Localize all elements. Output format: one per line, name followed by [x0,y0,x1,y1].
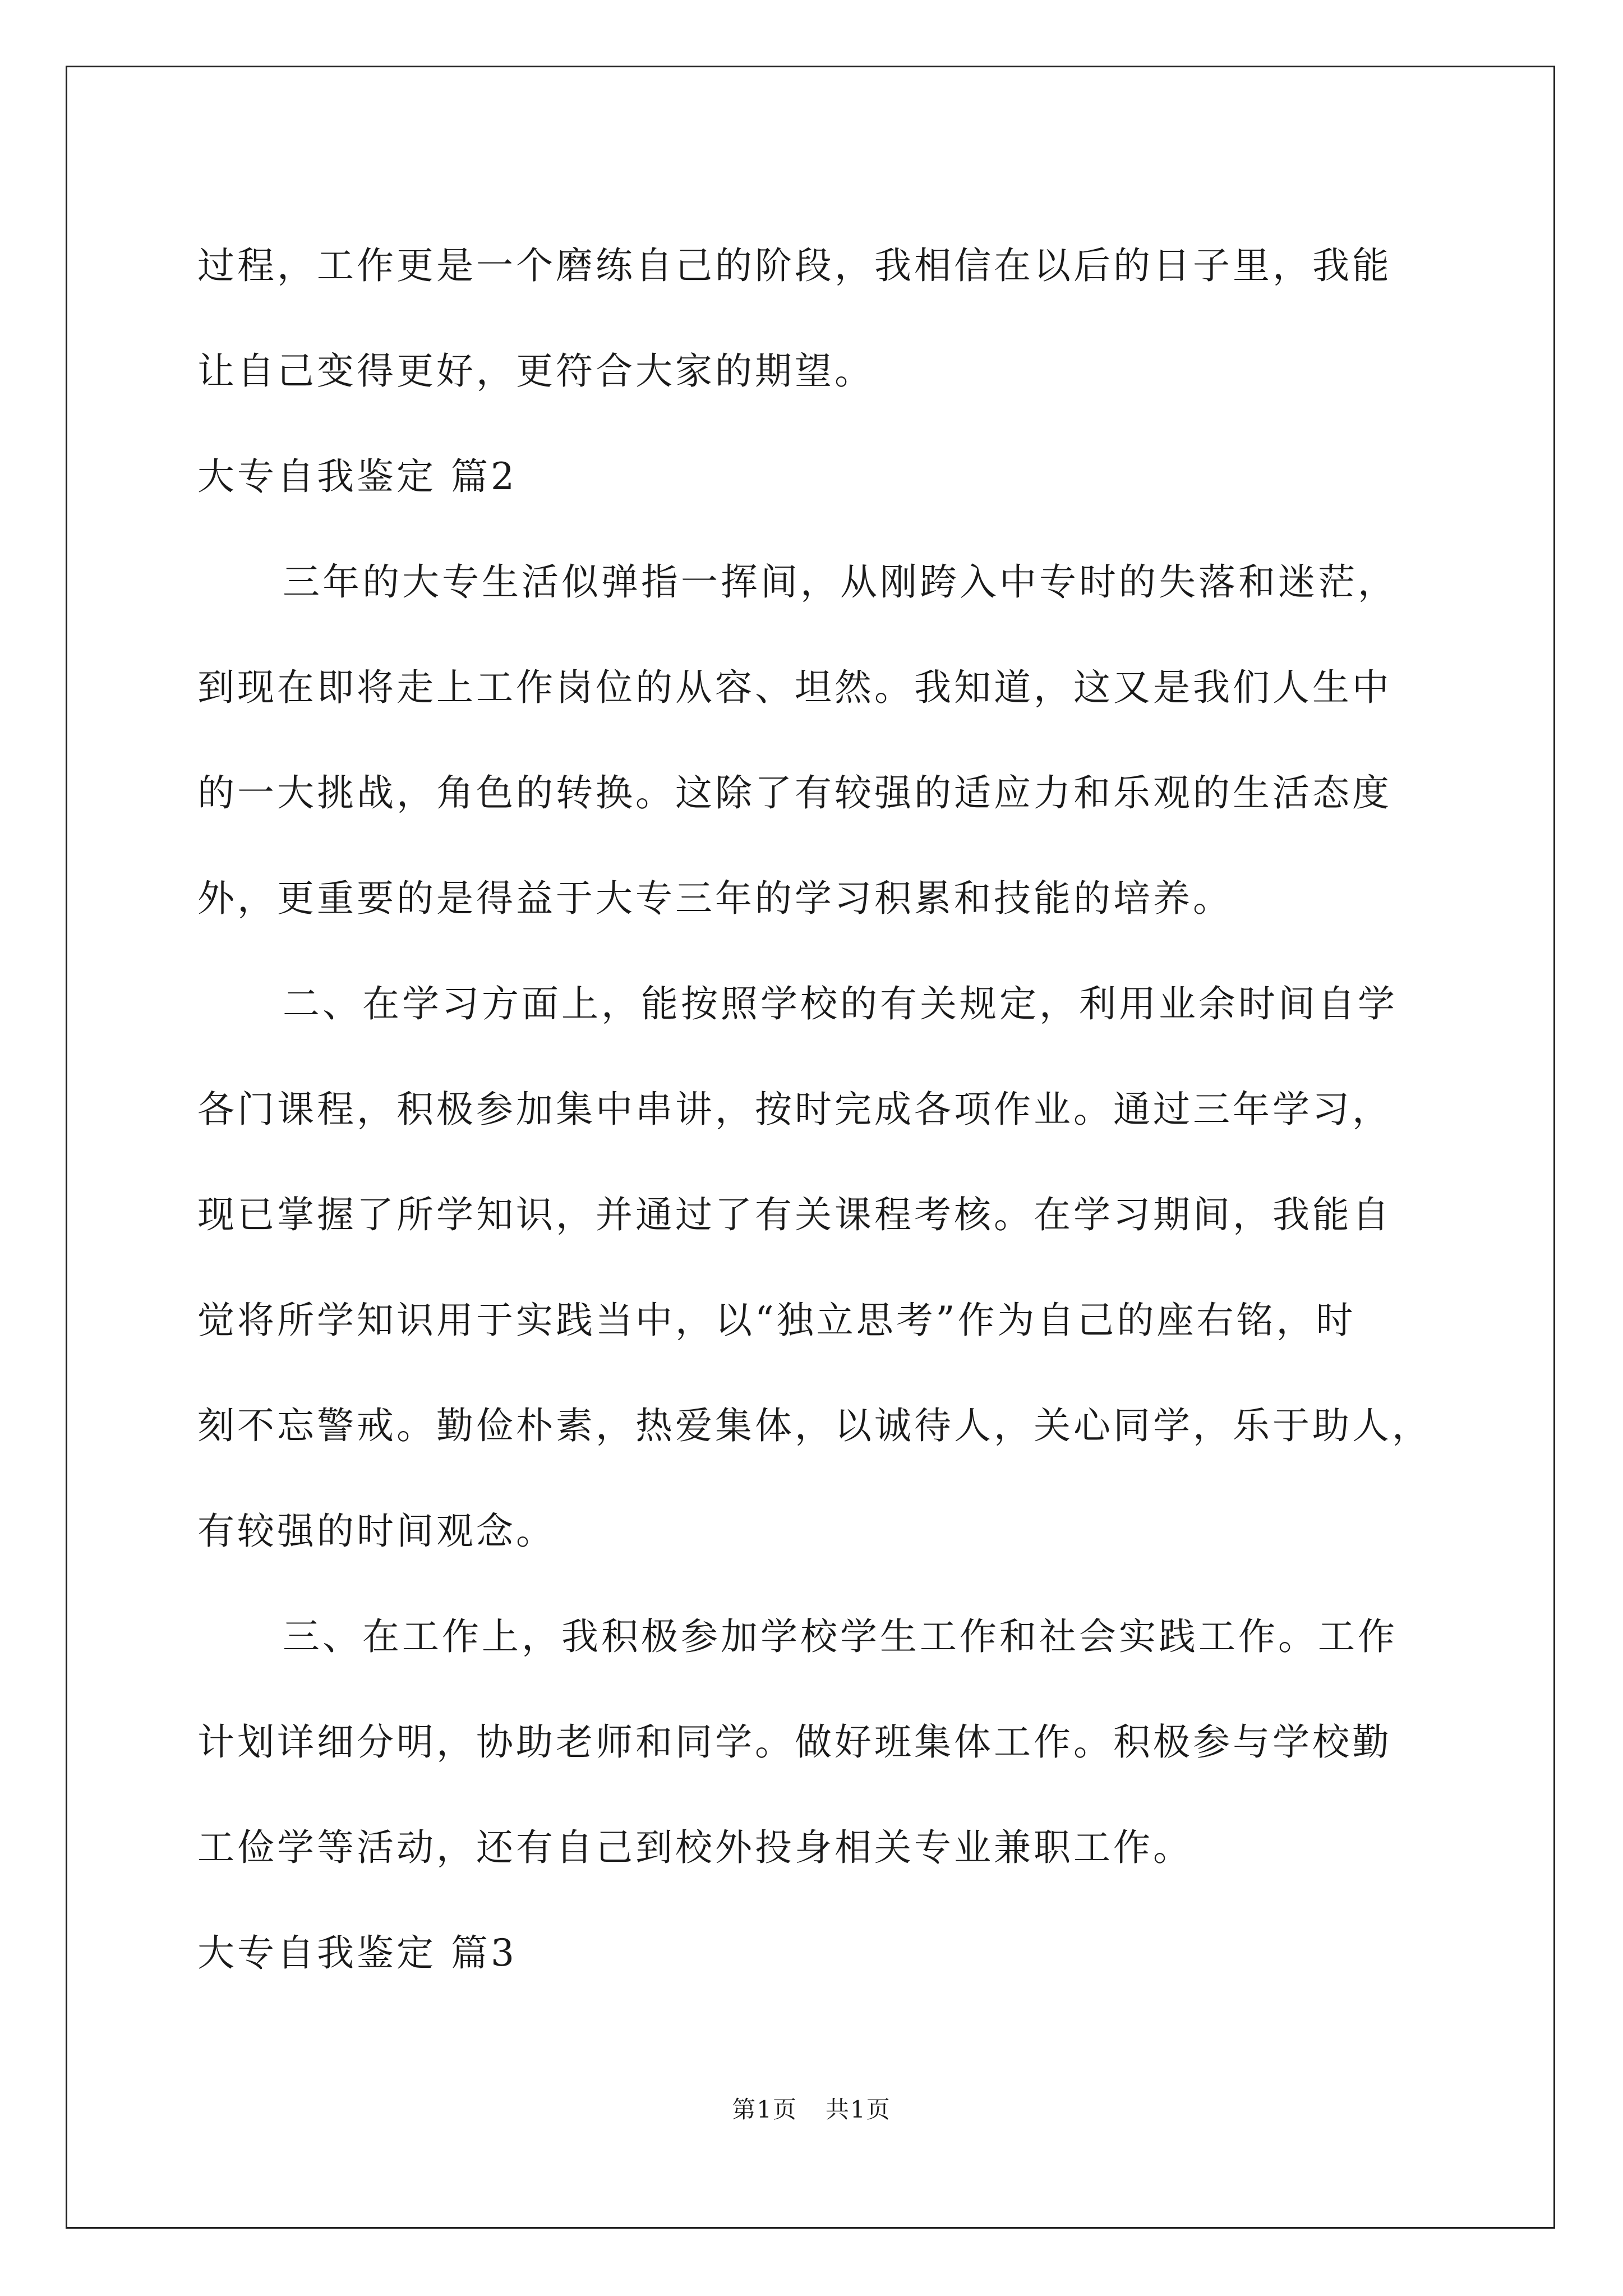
text-line: 的一大挑战，角色的转换。这除了有较强的适应力和乐观的生活态度 [197,771,1392,815]
text-line: 各门课程，积极参加集中串讲，按时完成各项作业。通过三年学习， [197,1088,1392,1131]
paragraph-first-line: 三年的大专生活似弹指一挥间，从刚跨入中专时的失落和迷茫， [283,560,1398,604]
paragraph-first-line: 三、在工作上，我积极参加学校学生工作和社会实践工作。工作 [283,1615,1398,1658]
text-line: 现已掌握了所学知识，并通过了有关课程考核。在学习期间，我能自 [197,1193,1392,1236]
text-line: 外，更重要的是得益于大专三年的学习积累和技能的培养。 [197,877,1233,920]
section-heading: 大专自我鉴定 篇2 [197,455,517,498]
section-heading: 大专自我鉴定 篇3 [197,1931,517,1975]
text-line: 过程，工作更是一个磨练自己的阶段，我相信在以后的日子里，我能 [197,244,1392,287]
text-line: 觉将所学知识用于实践当中，以“独立思考”作为自己的座右铭，时 [197,1299,1356,1342]
text-line: 到现在即将走上工作岗位的从容、坦然。我知道，这又是我们人生中 [197,666,1392,709]
paragraph-first-line: 二、在学习方面上，能按照学校的有关规定，利用业余时间自学 [283,982,1398,1025]
page-total: 共1页 [826,2096,891,2123]
text-line: 有较强的时间观念。 [197,1510,556,1553]
text-line: 刻不忘警戒。勤俭朴素，热爱集体，以诚待人，关心同学，乐于助人， [197,1404,1432,1447]
text-line: 让自己变得更好，更符合大家的期望。 [197,349,874,393]
page-footer [0,2091,1623,2125]
text-line: 计划详细分明，协助老师和同学。做好班集体工作。积极参与学校勤 [197,1720,1392,1764]
document-body [197,213,1431,2006]
page-number: 第1页 [732,2096,797,2123]
text-line: 工俭学等活动，还有自己到校外投身相关专业兼职工作。 [197,1826,1193,1869]
